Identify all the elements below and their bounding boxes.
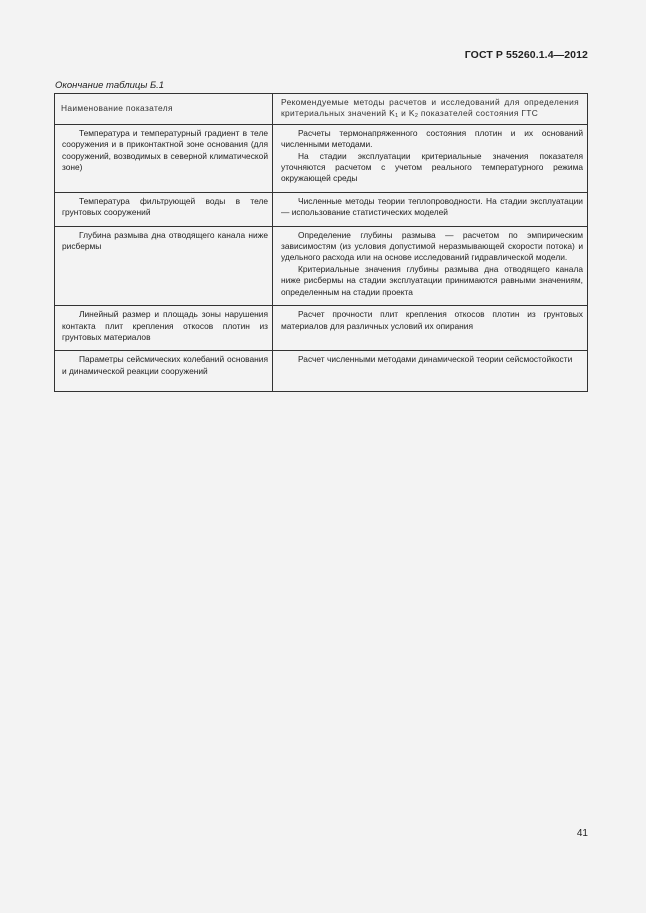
indicator-cell: Линейный размер и площадь зоны нарушения контакта плит крепления откосов плотин из грунтовых материалов: [55, 306, 273, 351]
standard-designation: ГОСТ Р 55260.1.4—2012: [464, 49, 588, 61]
table-row: [55, 124, 588, 192]
table-header-row: [55, 94, 588, 125]
page-number: 41: [576, 828, 588, 839]
table-row: [55, 351, 588, 392]
indicator-cell: Температура фильтрующей воды в теле грунтовых сооружений: [55, 192, 273, 226]
methods-cell: Определение глубины размыва — расчетом по эмпирическим зависимостям (из условия допустимой неразмывающей скорости потока) и удельного расхода или на основе исследований гидравлической модели. Критериальные значения глубины размыва дна отводящего канала ниже рисбермы на стадии эксплуатации принимаются равными значениям, определенным на стадии проекта: [273, 226, 588, 305]
table-row: [55, 306, 588, 351]
table-row: [55, 192, 588, 226]
methods-cell: Численные методы теории теплопроводности. На стадии эксплуатации — использование статистических моделей: [273, 192, 588, 226]
methods-cell: Расчет численными методами динамической теории сейсмостойкости: [273, 351, 588, 392]
indicator-cell: Параметры сейсмических колебаний основания и динамической реакции сооружений: [55, 351, 273, 392]
column-header-indicator: Наименование показателя: [55, 94, 273, 125]
column-header-methods: Рекомендуемые методы расчетов и исследований для определения критериальных значений $K_1$ и $K_2$ показателей состояния ГТС: [273, 94, 588, 125]
methods-cell: Расчет прочности плит крепления откосов плотин из грунтовых материалов для различных условий их опирания: [273, 306, 588, 351]
table-row: [55, 226, 588, 305]
table-caption: Окончание таблицы Б.1: [55, 80, 165, 91]
methods-cell: Расчеты термонапряженного состояния плотин и их оснований численными методами. На стадии эксплуатации критериальные значения показателя уточняются расчетом с учетом реального температурного режима окружающей среды: [273, 124, 588, 192]
indicators-table: [54, 93, 588, 392]
indicator-cell: Глубина размыва дна отводящего канала ниже рисбермы: [55, 226, 273, 305]
indicator-cell: Температура и температурный градиент в теле сооружения и в приконтактной зоне основания (для сооружений, возводимых в северной климатической зоне): [55, 124, 273, 192]
